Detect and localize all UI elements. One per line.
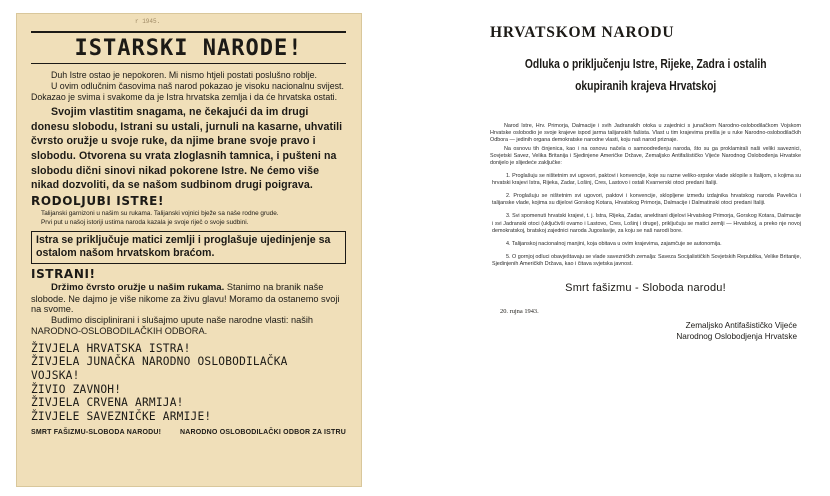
- poster-footer-right: NARODNO OSLOBODILAČKI ODBOR ZA ISTRU: [180, 429, 346, 437]
- poster-footer: [31, 429, 346, 436]
- document-intro: Narod Istre, Hrv. Primorja, Dalmacije i svih Jadranskih otoka u zajednici s junačkom Narodno-oslobodilačkom Vojskom Hrvatske oslobodio je svoje krajeve ispod jarma talijanskih fašista. Vlast u tim krajevima prešla je u ruke Narodno-oslobodilačkih Odbora — jedinih organa demokratske narodne vlasti, koju naš narod priznaje.: [490, 123, 801, 144]
- poster-paragraph-5: Budimo disciplinirani i slušajmo upute naše narodne vlasti: naših NARODNO-OSLOBODILAČKIH ODBORA.: [31, 315, 313, 336]
- document-headline: [490, 53, 801, 97]
- document-signature: [490, 321, 801, 342]
- signature-line-1: Zemaljsko Antifašističko Vijeće: [685, 321, 797, 330]
- slogan-line: ŽIVJELA JUNAČKA NARODNO OSLOBODILAČKA: [31, 355, 288, 369]
- poster-paragraph-4-rest: Stanimo na branik naše slobode. Ne dajmo je više nikome za živu glavu! Moramo da ostanemo svoji na svome.: [31, 281, 340, 315]
- headline-line-2: okupiranih krajeva Hrvatskoj: [574, 79, 717, 93]
- decision-document: [478, 13, 813, 489]
- slogan-line: ŽIVIO ZAVNOH!: [31, 382, 122, 396]
- signature-line-2: Narodnog Oslobodjenja Hrvatske: [676, 331, 797, 341]
- document-basis: Na osnovu tih činjenica, kao i na osnovu načela o samoodređenju naroda, što su ga proklamirali naši veliki saveznici, Sovjetski Savez, Velika Britanija i Sjedinjene Američke Države, Zemaljsko Antifašističko Vijeće Narodnog Oslobođenja Hrvatske donijelo je slijedeće zaključke:: [490, 145, 801, 166]
- poster-paragraph-2: U ovim odlučnim časovima naš narod pokazao je visoku nacionalnu svijest. Dokazao je svima i svakome da je Istra hrvatska zemlja i da će hrvatska ostati.: [31, 81, 344, 102]
- headline-line-1: Odluka o priključenju Istre, Rijeke, Zadra i ostalih: [524, 57, 767, 71]
- archive-stamp: r 1945.: [135, 18, 161, 25]
- poster-heading-istrani: ISTRANI!: [31, 266, 96, 281]
- slogan-line: ŽIVJELA HRVATSKA ISTRA!: [31, 341, 191, 355]
- document-date: 20. rujna 1943.: [500, 308, 539, 315]
- document-motto: Smrt fašizmu - Sloboda narodu!: [565, 282, 726, 294]
- poster-slogans: [31, 342, 346, 424]
- poster-heading-rodoljubi: RODOLJUBI ISTRE!: [31, 193, 165, 208]
- poster-title: ISTARSKI NARODE!: [74, 36, 303, 61]
- poster-footer-left: SMRT FAŠIZMU-SLOBODA NARODU!: [31, 429, 162, 437]
- document-item-3: 3. Svi spomenuti hrvatski krajevi, t. j. Istra, Rijeka, Zadar, anektirani dijelovi Hrvatskog Primorja, Gorskog Kotara, Dalmacije i svi Jadranski otoci (uključivši ovamo i Lastovo, Cres, Lošinj i druge), priključuju se matici zemlji — Hrvatskoj, a preko nje novoj demokratskoj, bratskoj zajednici naroda Jugoslavije, za koju se naš narodi bore.: [492, 213, 801, 234]
- top-rule: [31, 31, 346, 33]
- istrian-poster: [16, 13, 362, 487]
- document-title: HRVATSKOM NARODU: [490, 24, 675, 41]
- slogan-line: VOJSKA!: [31, 368, 80, 382]
- document-item-4: 4. Talijanskoj nacionalnoj manjini, koja obitava u ovim krajevima, zajamčuje se autonomija.: [506, 240, 722, 247]
- document-item-2: 2. Proglašuju se ništetnim svi ugovori, paktovi i konvencije, sklopljene između izdajnika hrvatskog naroda Pavelića i talijanske vlade, kojima su dijelovi Gorskog Kotara, Hrvatskog Primorja, Dalmacije i Dalmatinski otoci predani Italiji.: [492, 193, 801, 207]
- document-body: [490, 123, 801, 268]
- poster-paragraph-4: [31, 282, 346, 315]
- poster-tiny-line-2: Prvi put u našoj istoriji ustima naroda kazala je svoje riječ o svoje sudbini.: [41, 219, 249, 227]
- document-item-1: 1. Proglašuju se ništetnim svi ugovori, paktovi i konvencije, koje su razne veliko-srpske vlade sklopile s Italijom, s kojima su hrvatski krajevi Istra, Rijeka, Zadar, Lošinj, Cres, Lastovo i ostali Kvarnerski otoci predani Italiji.: [492, 173, 801, 187]
- slogan-line: ŽIVJELA CRVENA ARMIJA!: [31, 396, 184, 410]
- document-item-5: 5. O gornjoj odluci obavještavaju se vlade savezničkih zemalja: Saveza Socijalističkih Sovjetskih Republika, Velike Britanije, Sjedinjenih Američkih Država, kao i čitava svjetska javnost.: [492, 253, 801, 267]
- poster-paragraph-1: Duh Istre ostao je nepokoren. Mi nismo htjeli postati poslušno roblje.: [51, 70, 318, 80]
- poster-boxed-proclamation: Istra se priključuje matici zemlji i proglašuje ujedinjenje sa ostalom našom hrvatskom braćom.: [31, 231, 346, 264]
- title-rule: [31, 63, 346, 64]
- poster-paragraph-3: Svojim vlastitim snagama, ne čekajući da im drugi donesu slobodu, Istrani su ustali, jurnuli na kasarne, uhvatili čvrsto oružje u svoje ruke, da njime brane svoje pravo i slobodu. Otvorena su vrata zloglasnih tamnica, i pušteni na slobodu dični sinovi nikad pokorene Istre. Ne ćemo više nikad dozvoliti, da se našom sudbinom drugi poigrava.: [31, 106, 343, 192]
- slogan-line: ŽIVJELE SAVEZNIČKE ARMIJE!: [31, 409, 212, 423]
- poster-paragraph-4-bold: Držimo čvrsto oružje u našim rukama.: [51, 281, 225, 293]
- poster-tiny-line-1: Talijanski garnizoni u našim su rukama. Talijanski vojnici bježe sa naše rodne grude.: [41, 209, 279, 217]
